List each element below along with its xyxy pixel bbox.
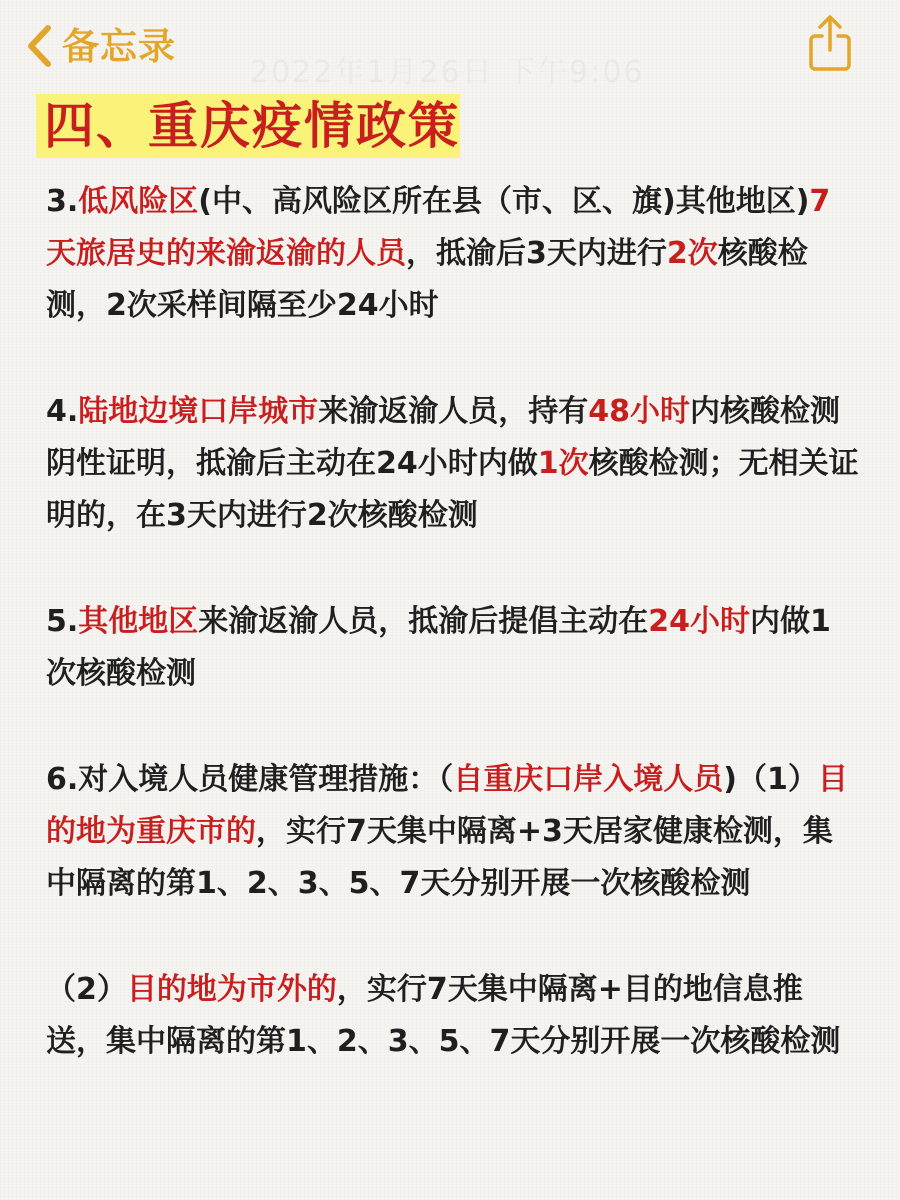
highlight-run: 24小时: [648, 604, 751, 639]
text-run: （2）: [46, 972, 127, 1007]
text-run: 5.: [46, 604, 79, 639]
text-run: (中、高风险区所在县（市、区、旗)其他地区): [198, 184, 810, 219]
highlight-run: 其他地区: [78, 604, 199, 639]
spacer: [46, 910, 860, 964]
spacer: [46, 700, 860, 754]
text-run: 3.: [46, 184, 79, 219]
text-run: )（1）: [723, 762, 818, 797]
section-5: [46, 596, 860, 700]
text-run: 内核酸检测阴性证明，抵渝后主动在24小时内做: [46, 394, 841, 481]
text-run: ，实行7天集中隔离+3天居家健康检测，集中隔离的第1、2、3、5、7天分别开展一次核酸检测: [46, 814, 833, 901]
text-run: 来渝返渝人员，抵渝后提倡主动在: [198, 604, 649, 639]
share-button[interactable]: [808, 14, 852, 72]
chevron-left-icon: [24, 23, 54, 69]
note-body: [46, 176, 860, 1068]
highlight-run: 48小时: [588, 394, 691, 429]
spacer: [46, 542, 860, 596]
text-run: 来渝返渝人员，持有: [318, 394, 589, 429]
section-6: [46, 754, 860, 910]
text-run: ，实行7天集中隔离+目的地信息推送，集中隔离的第1、2、3、5、7天分别开展一次核酸检测: [46, 972, 841, 1059]
text-run: 核酸检测，2次采样间隔至少24小时: [46, 236, 808, 323]
text-run: 核酸检测；无相关证明的，在3天内进行2次核酸检测: [46, 446, 859, 533]
note-toolbar: [0, 0, 900, 92]
note-date: 2022年1月26日 下午9:06: [250, 55, 645, 90]
highlight-run: 陆地边境口岸城市: [78, 394, 319, 429]
section-3: [46, 176, 860, 332]
highlight-run: 7天旅居史的来渝返渝的人员: [46, 184, 831, 271]
section-6-2: [46, 964, 860, 1068]
text-run: 内做1次核酸检测: [46, 604, 831, 691]
share-icon: [808, 14, 852, 72]
highlight-run: 目的地为重庆市的: [46, 762, 848, 849]
section-4: [46, 386, 860, 542]
back-button[interactable]: [24, 18, 176, 74]
highlight-run: 低风险区: [78, 184, 199, 219]
back-label: 备忘录: [62, 24, 176, 68]
text-run: 4.: [46, 394, 79, 429]
text-run: 6.对入境人员健康管理措施：（: [46, 762, 454, 797]
highlight-run: 目的地为市外的: [126, 972, 337, 1007]
page-title: 四、重庆疫情政策: [44, 97, 460, 155]
spacer: [46, 332, 860, 386]
highlight-run: 1次: [537, 446, 589, 481]
title-highlight: [36, 94, 460, 158]
highlight-run: 2次: [666, 236, 718, 271]
highlight-run: 自重庆口岸入境人员: [453, 762, 724, 797]
text-run: ，抵渝后3天内进行: [406, 236, 667, 271]
